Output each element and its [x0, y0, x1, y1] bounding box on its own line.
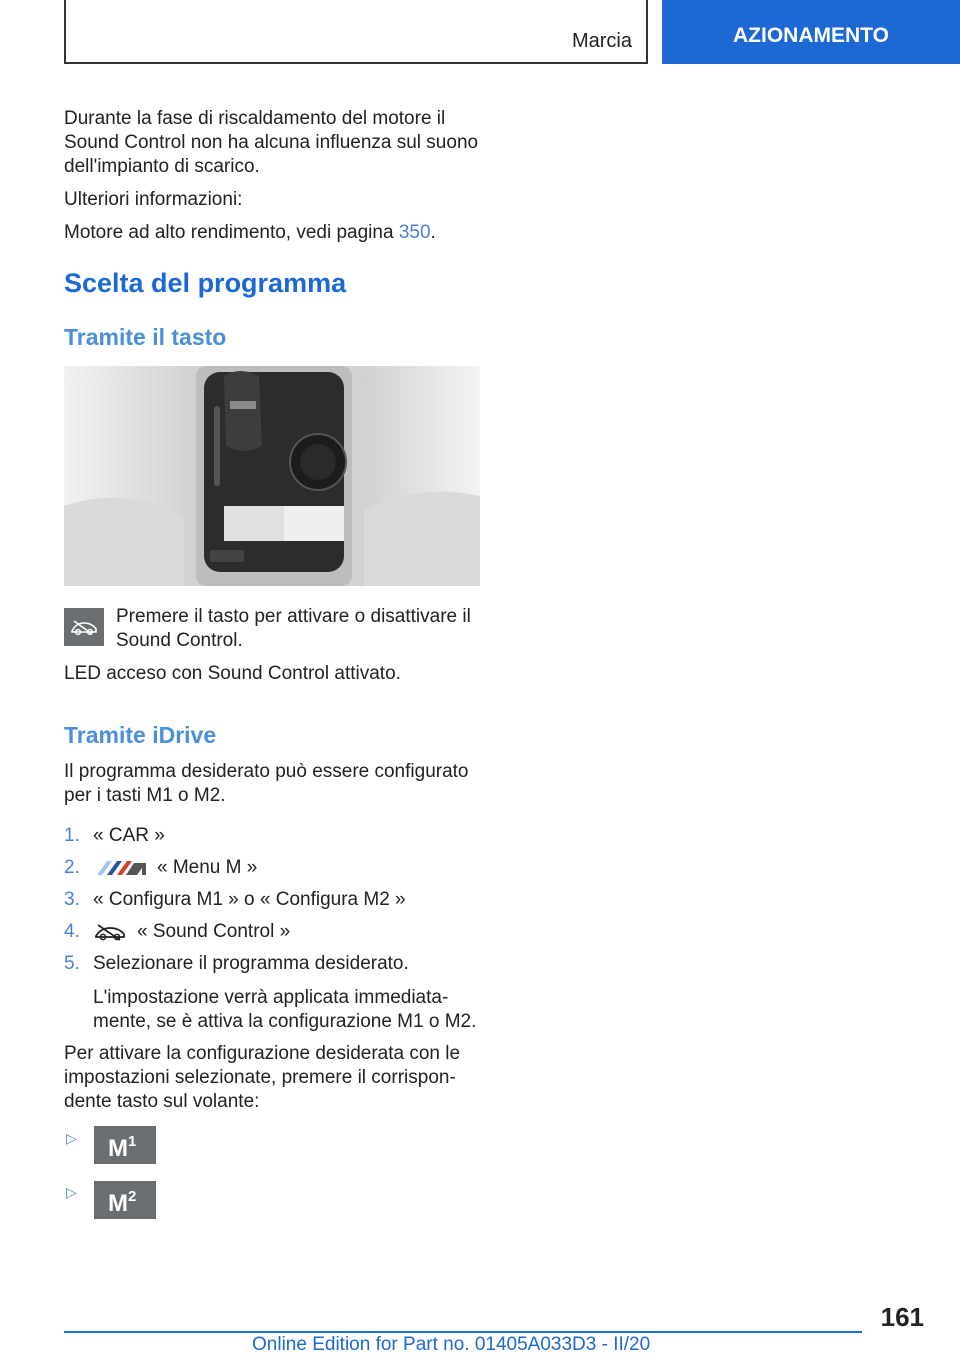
step-content	[93, 920, 290, 944]
sound-control-button-icon	[64, 608, 104, 646]
activate-text: Per attivare la configurazione desiderata con le impostazioni selezionate, premere il corrispondente tasto sul volante:	[64, 1043, 461, 1112]
bullet-icon: ▷	[66, 1184, 77, 1200]
list-item	[64, 920, 482, 952]
idrive-intro: Il programma desiderato può essere configurato per i tasti M1 o M2.	[64, 761, 469, 806]
reference-text: Motore ad alto rendimento, vedi pagina	[64, 222, 399, 243]
section-heading: Scelta del programma	[64, 268, 347, 298]
step-number: 4.	[64, 921, 80, 942]
step-text: « CAR »	[93, 825, 165, 846]
page-link[interactable]: 350	[398, 222, 431, 243]
subheading-button: Tramite il tasto	[64, 324, 227, 350]
step-number: 5.	[64, 953, 80, 974]
reference-end: .	[430, 222, 436, 243]
chapter-tab[interactable]: AZIONAMENTO	[662, 0, 960, 64]
m2-button	[94, 1181, 156, 1219]
step-number: 2.	[64, 857, 80, 878]
center-console-photo	[64, 366, 480, 586]
section-title: Marcia	[571, 30, 632, 52]
step5-note: L'impostazione verrà applicata immediatamente, se è attiva la configurazione M1 o M2.	[93, 987, 477, 1032]
bullet-icon: ▷	[66, 1130, 77, 1146]
step-number: 1.	[64, 825, 80, 846]
list-item	[64, 824, 482, 856]
header-box	[64, 0, 648, 64]
list-item	[64, 856, 482, 888]
list-item	[64, 888, 482, 920]
m1-button	[94, 1126, 156, 1164]
m1-icon	[100, 1130, 150, 1160]
footer-edition: Online Edition for Part no. 01405A033D3 - II/20	[252, 1334, 651, 1355]
further-info-label: Ulteriori informazioni:	[64, 189, 243, 210]
page-number: 161	[880, 1302, 924, 1332]
step-text: « Menu M »	[157, 857, 258, 878]
m1-label: $M^1$	[108, 1133, 137, 1160]
steps-list	[64, 824, 482, 984]
list-item	[64, 952, 482, 984]
intro-paragraph: Durante la fase di riscaldamento del motore il Sound Control non ha alcuna influenza sul suono dell'impianto di scarico.	[64, 108, 479, 177]
subheading-idrive: Tramite iDrive	[64, 722, 217, 748]
sound-control-icon	[70, 618, 98, 636]
intro-block	[64, 107, 482, 245]
instruction-text: Premere il tasto per attivare o disattivare il Sound Control.	[116, 606, 471, 651]
step-text: « Configura M1 » o « Configura M2 »	[93, 889, 406, 910]
reference-line	[64, 221, 482, 245]
step-content	[93, 856, 257, 880]
footer-divider	[64, 1331, 862, 1333]
step-number: 3.	[64, 889, 80, 910]
step-text: « Sound Control »	[137, 921, 291, 942]
m2-label: $M^2$	[108, 1188, 137, 1215]
led-note: LED acceso con Sound Control attivato.	[64, 663, 401, 684]
m2-icon	[100, 1185, 150, 1215]
step-text: Selezionare il programma desiderato.	[93, 953, 409, 974]
m-stripes-icon	[93, 860, 147, 876]
sound-control-icon	[93, 923, 127, 941]
